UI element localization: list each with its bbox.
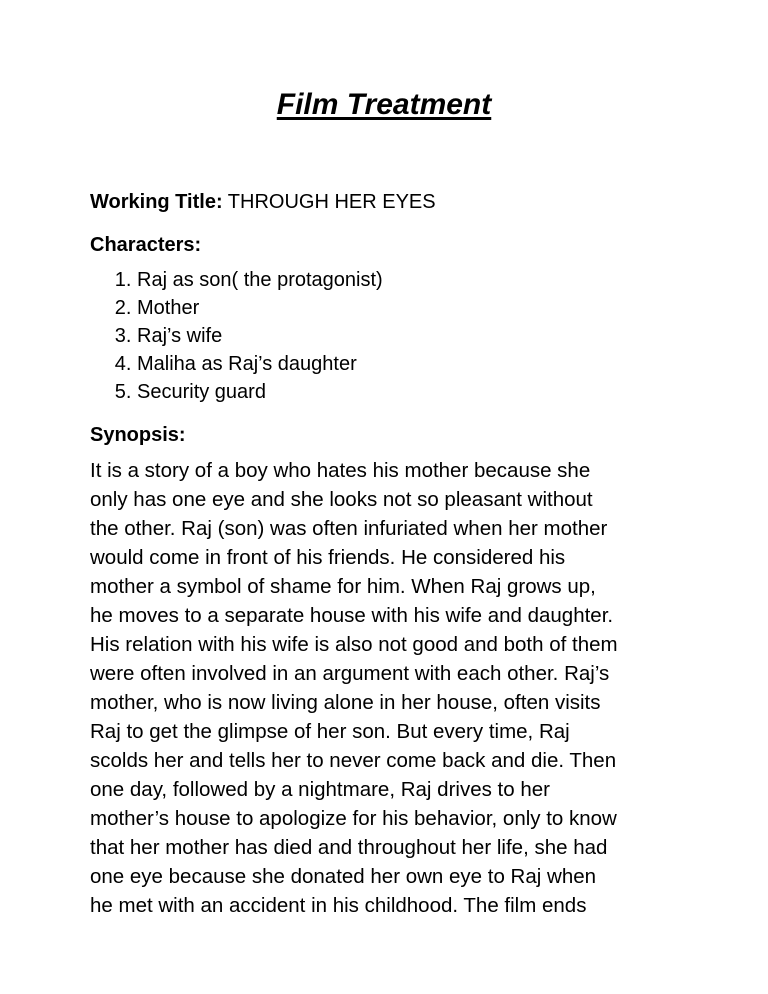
working-title-label: Working Title:	[90, 191, 223, 213]
characters-heading: Characters:	[90, 234, 202, 256]
synopsis-line: the other. Raj (son) was often infuriated when her mother	[90, 517, 608, 540]
synopsis-line: only has one eye and she looks not so pleasant without	[90, 488, 593, 511]
synopsis-line: scolds her and tells her to never come back and die. Then	[90, 749, 617, 772]
synopsis-line: would come in front of his friends. He considered his	[90, 546, 566, 569]
character-item: 2. Mother	[137, 294, 383, 322]
synopsis-line: he moves to a separate house with his wife and daughter.	[90, 604, 614, 627]
working-title-value: THROUGH HER EYES	[222, 191, 436, 213]
character-item: 4. Maliha as Raj’s daughter	[137, 350, 383, 378]
synopsis-line: Raj to get the glimpse of her son. But every time, Raj	[90, 720, 570, 743]
characters-list	[90, 266, 383, 406]
synopsis-paragraph	[90, 456, 690, 920]
synopsis-line: mother’s house to apologize for his behavior, only to know	[90, 807, 617, 830]
synopsis-line: were often involved in an argument with each other. Raj’s	[90, 662, 610, 685]
synopsis-line: one eye because she donated her own eye to Raj when	[90, 865, 597, 888]
working-title-line	[90, 191, 436, 214]
synopsis-line: mother, who is now living alone in her house, often visits	[90, 691, 601, 714]
synopsis-line: he met with an accident in his childhood. The film ends	[90, 894, 587, 917]
synopsis-line: that her mother has died and throughout her life, she had	[90, 836, 608, 859]
character-item: 3. Raj’s wife	[137, 322, 383, 350]
synopsis-line: one day, followed by a nightmare, Raj drives to her	[90, 778, 550, 801]
synopsis-line: His relation with his wife is also not good and both of them	[90, 633, 618, 656]
character-item: 1. Raj as son( the protagonist)	[137, 266, 383, 294]
synopsis-heading: Synopsis:	[90, 424, 186, 446]
synopsis-line: It is a story of a boy who hates his mother because she	[90, 459, 591, 482]
synopsis-line: mother a symbol of shame for him. When Raj grows up,	[90, 575, 596, 598]
character-item: 5. Security guard	[137, 378, 383, 406]
document-title: Film Treatment	[276, 88, 492, 121]
